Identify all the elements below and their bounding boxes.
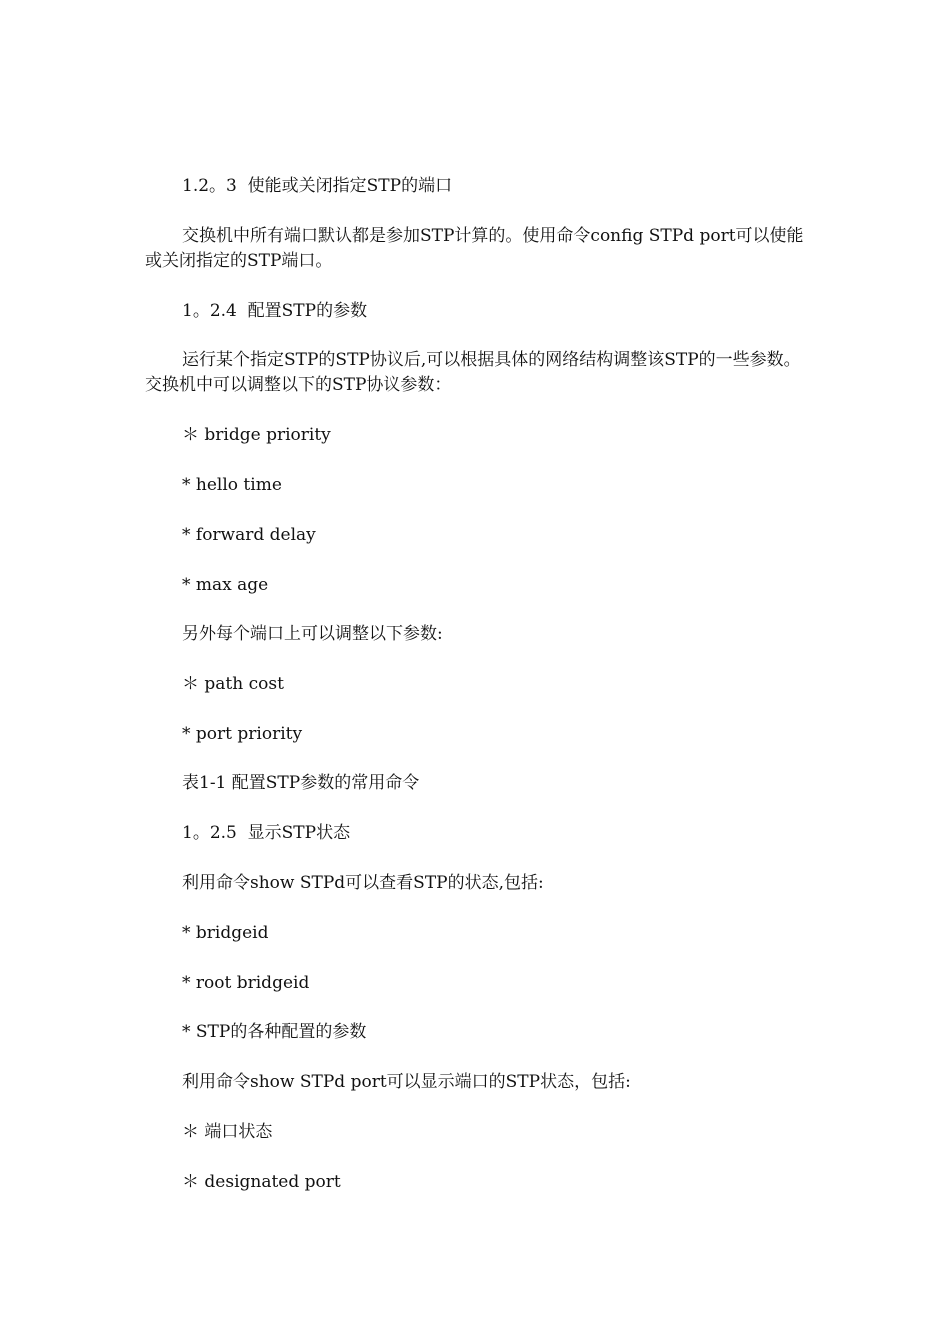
section-heading-1-2-4: 1。2.4 配置STP的参数 — [182, 301, 368, 321]
list-item-port-state: ＊ 端口状态 — [182, 1122, 273, 1142]
show-stpd-intro: 利用命令show STPd可以查看STP的状态,包括: — [182, 873, 544, 893]
list-item-stp-config-params: * STP的各种配置的参数 — [182, 1022, 367, 1042]
list-item-bridgeid: * bridgeid — [182, 923, 269, 943]
paragraph-stp-parameters: 运行某个指定STP的STP协议后,可以根据具体的网络结构调整该STP的一些参数。交换机中可以调整以下的STP协议参数： — [145, 350, 801, 395]
list-item-designated-port: ＊ designated port — [182, 1172, 341, 1192]
paragraph-stp-port-enable: 交换机中所有端口默认都是参加STP计算的。使用命令config STPd port可以使能或关闭指定的STP端口。 — [145, 226, 804, 271]
table-caption: 表1-1 配置STP参数的常用命令 — [182, 773, 420, 793]
section-heading-1-2-5: 1。2.5 显示STP状态 — [182, 823, 351, 843]
show-port-intro: 利用命令show STPd port可以显示端口的STP状态，包括: — [182, 1072, 631, 1092]
list-item-bridge-priority: ＊ bridge priority — [182, 425, 331, 445]
section-heading-1-2-3: 1.2。3 使能或关闭指定STP的端口 — [182, 176, 453, 196]
list-item-root-bridgeid: * root bridgeid — [182, 973, 310, 993]
list-item-forward-delay: * forward delay — [182, 525, 316, 545]
list-item-max-age: * max age — [182, 575, 269, 595]
list-item-path-cost: ＊ path cost — [182, 674, 284, 694]
port-params-intro: 另外每个端口上可以调整以下参数: — [182, 624, 443, 644]
list-item-hello-time: * hello time — [182, 475, 282, 495]
list-item-port-priority: * port priority — [182, 724, 303, 744]
